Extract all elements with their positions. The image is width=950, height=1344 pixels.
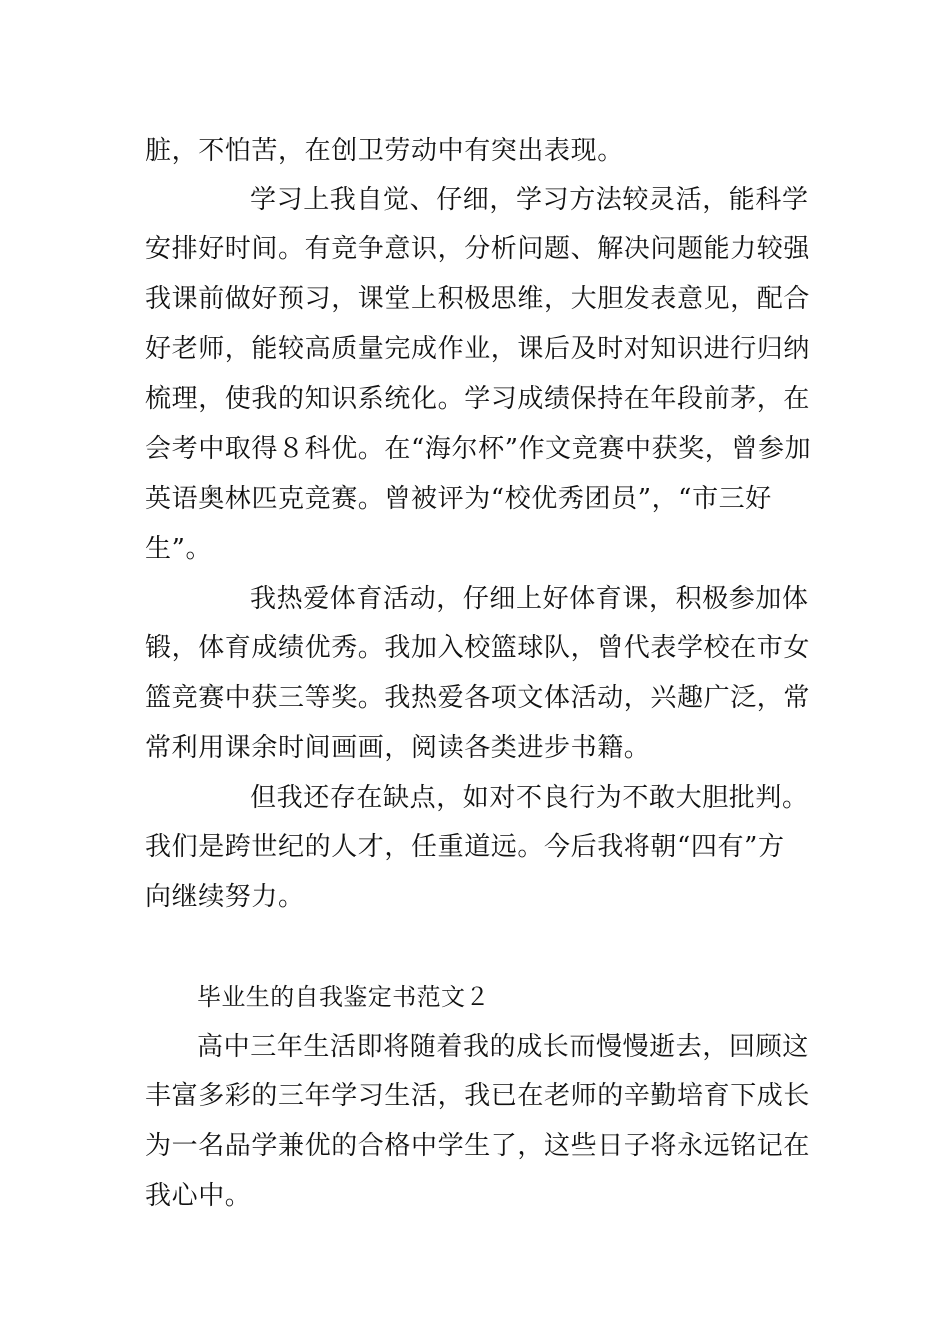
paragraph-2-line-1: 学习上我自觉、仔细，学习方法较灵活，能科学 bbox=[250, 185, 809, 215]
paragraph-4-line-2: 我们是跨世纪的人才，任重道远。今后我将朝“四有”方 bbox=[145, 832, 785, 862]
paragraph-2-line-2: 安排好时间。有竞争意识，分析问题、解决问题能力较强 bbox=[145, 234, 811, 264]
paragraph-2-line-5: 梳理，使我的知识系统化。学习成绩保持在年段前茅，在 bbox=[145, 384, 811, 414]
paragraph-5-line-4: 我心中。 bbox=[145, 1181, 252, 1211]
section-title: 毕业生的自我鉴定书范文２ bbox=[197, 983, 490, 1011]
paragraph-5-line-2: 丰富多彩的三年学习生活，我已在老师的辛勤培育下成长 bbox=[145, 1081, 811, 1111]
paragraph-5-line-1: 高中三年生活即将随着我的成长而慢慢逝去，回顾这 bbox=[197, 1032, 809, 1062]
paragraph-3-line-2: 锻，体育成绩优秀。我加入校篮球队，曾代表学校在市女 bbox=[145, 633, 811, 663]
paragraph-2-line-4: 好老师，能较高质量完成作业，课后及时对知识进行归纳 bbox=[145, 334, 811, 364]
paragraph-5-line-3: 为一名品学兼优的合格中学生了，这些日子将永远铭记在 bbox=[145, 1131, 811, 1161]
paragraph-2-line-7: 英语奥林匹克竞赛。曾被评为“校优秀团员”，“市三好 bbox=[145, 484, 772, 514]
paragraph-1-line-1: 脏，不怕苦，在创卫劳动中有突出表现。 bbox=[145, 136, 624, 166]
paragraph-4-line-1: 但我还存在缺点，如对不良行为不敢大胆批判。 bbox=[250, 783, 809, 813]
paragraph-2-line-8: 生”。 bbox=[145, 534, 213, 564]
paragraph-3-line-1: 我热爱体育活动，仔细上好体育课，积极参加体 bbox=[250, 584, 809, 614]
paragraph-2-line-3: 我课前做好预习，课堂上积极思维，大胆发表意见，配合 bbox=[145, 284, 811, 314]
paragraph-4-line-3: 向继续努力。 bbox=[145, 882, 305, 912]
paragraph-3-line-3: 篮竞赛中获三等奖。我热爱各项文体活动，兴趣广泛，常 bbox=[145, 683, 811, 713]
paragraph-3-line-4: 常利用课余时间画画，阅读各类进步书籍。 bbox=[145, 733, 651, 763]
paragraph-2-line-6: 会考中取得８科优。在“海尔杯”作文竞赛中获奖，曾参加 bbox=[145, 434, 812, 464]
